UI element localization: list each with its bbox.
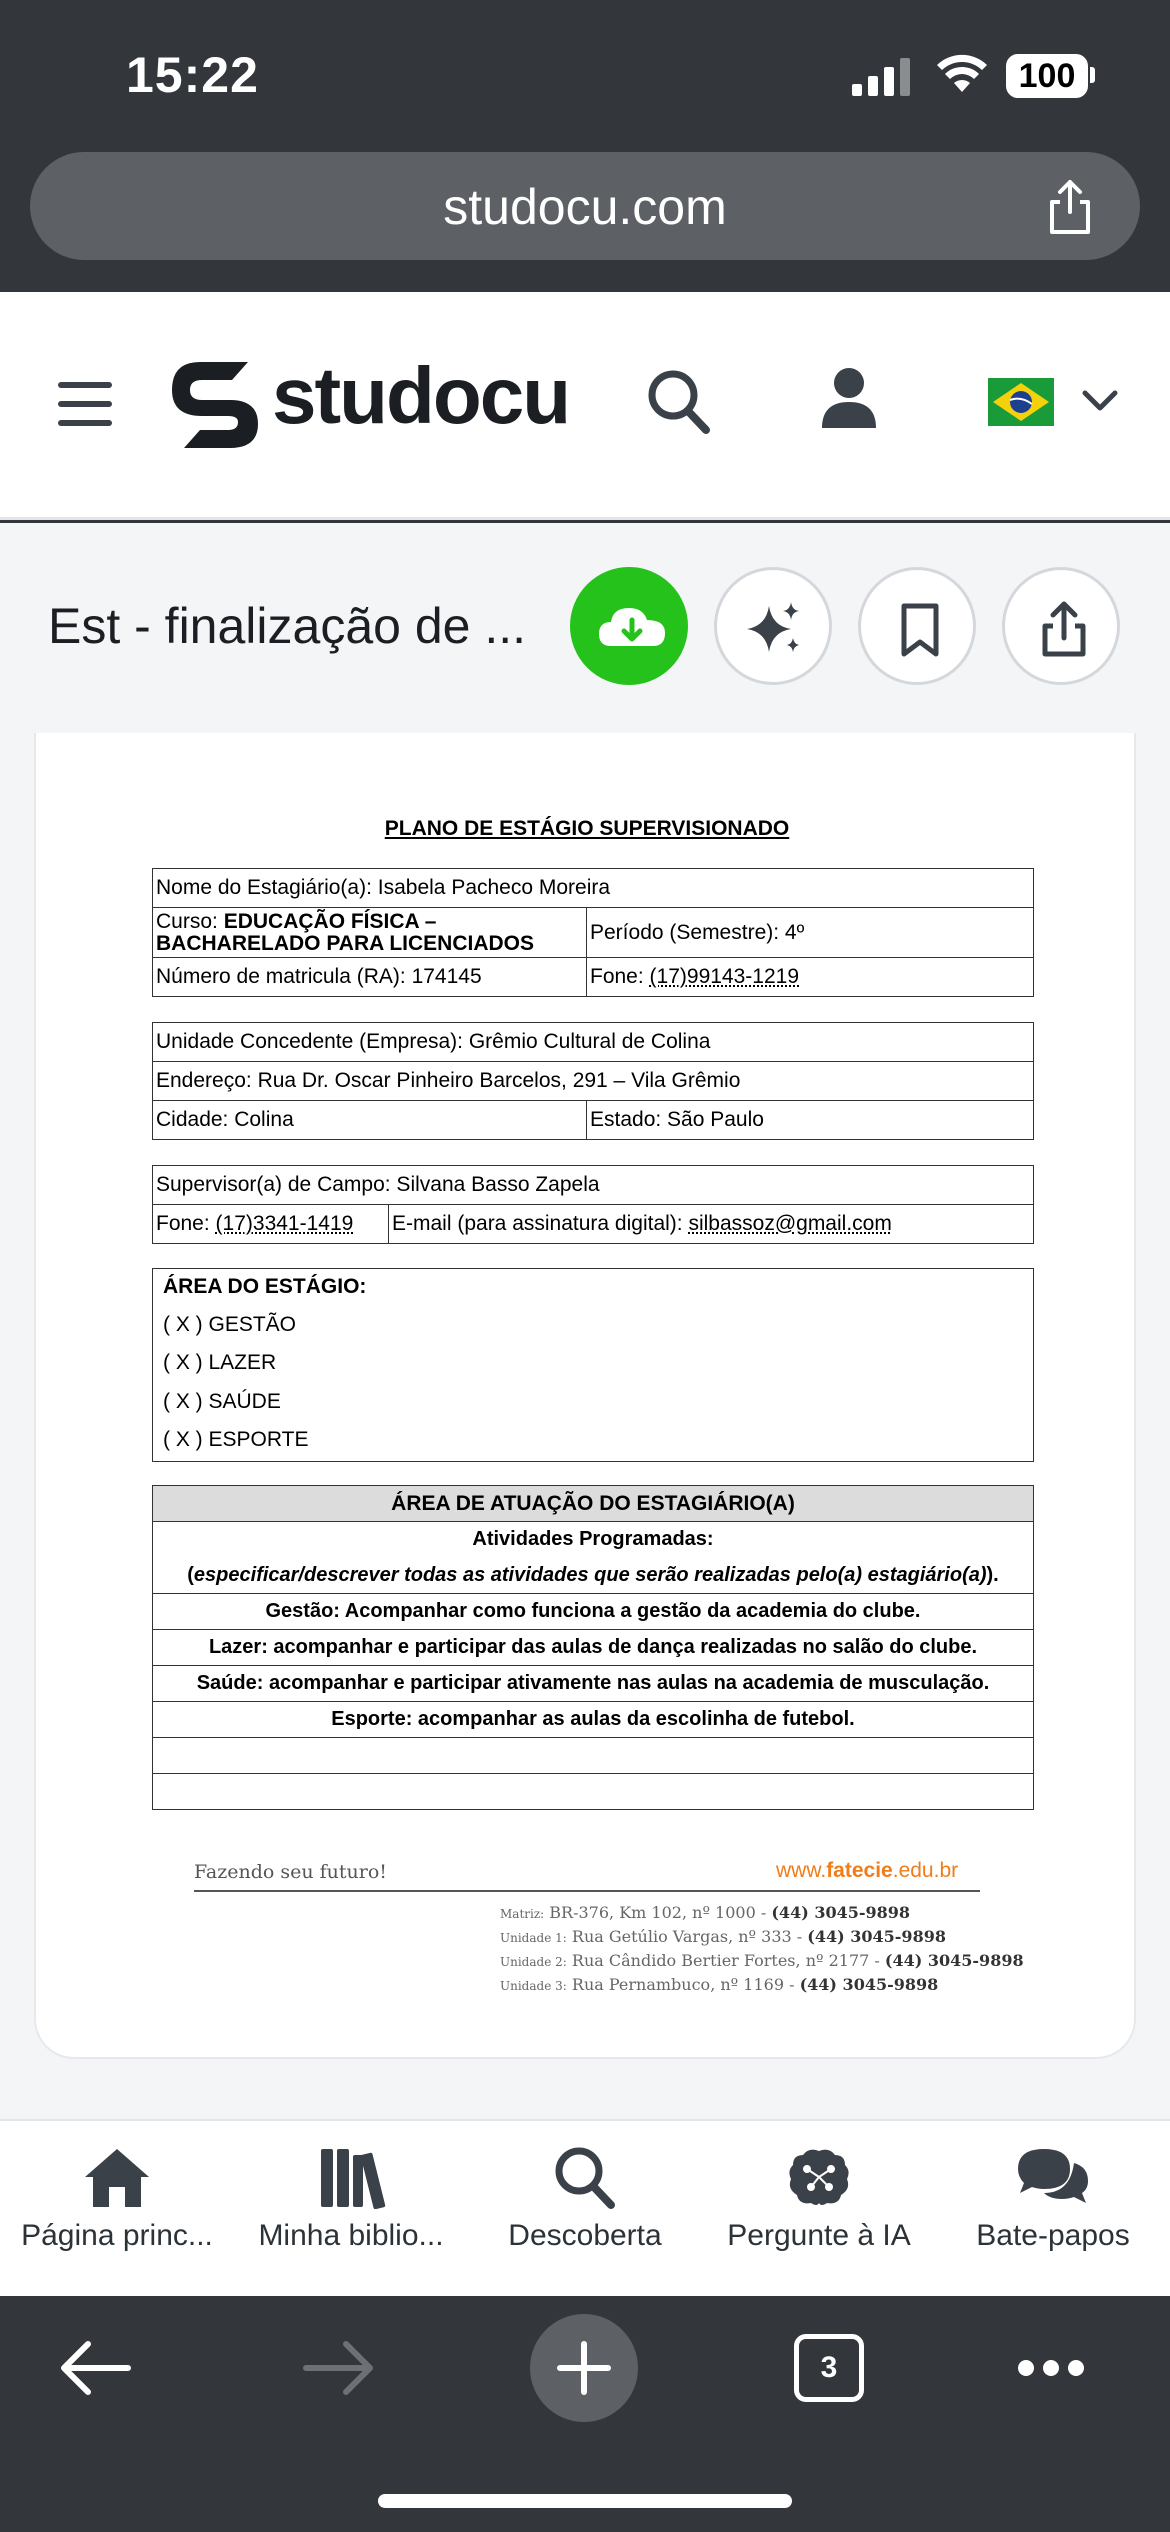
address-text: Rua Getúlio Vargas, nº 333 - — [571, 1927, 808, 1946]
home-icon — [81, 2145, 153, 2209]
company-city: Cidade: Colina — [153, 1101, 587, 1140]
bottom-navigation — [0, 2119, 1170, 2296]
footer-address — [500, 1927, 946, 1946]
back-arrow-icon[interactable] — [58, 2338, 132, 2398]
internship-area-box — [152, 1268, 1034, 1462]
address-text: BR-376, Km 102, nº 1000 - — [549, 1903, 772, 1922]
share-icon[interactable] — [1040, 176, 1100, 236]
hamburger-menu-icon[interactable] — [58, 380, 112, 428]
activities-instruction — [153, 1558, 1034, 1594]
footer-website — [776, 1859, 958, 1883]
area-title: ÁREA DO ESTÁGIO: — [163, 1275, 367, 1298]
address-label: Matriz: — [500, 1907, 545, 1921]
company-unit: Unidade Concedente (Empresa): Grêmio Cultural de Colina — [153, 1023, 1034, 1062]
document-heading: PLANO DE ESTÁGIO SUPERVISIONADO — [384, 817, 790, 840]
signal-icon — [852, 58, 912, 96]
student-ra: Número de matricula (RA): 174145 — [153, 958, 587, 997]
supervisor-phone — [153, 1205, 389, 1244]
wifi-icon — [936, 54, 988, 94]
library-icon — [315, 2145, 387, 2209]
footer-site-prefix: www. — [776, 1859, 827, 1882]
forward-arrow-icon[interactable] — [302, 2338, 376, 2398]
activities-table — [152, 1485, 1034, 1810]
address-text: Rua Cândido Bertier Fortes, nº 2177 - — [571, 1951, 885, 1970]
brain-icon — [783, 2145, 855, 2209]
bookmark-icon — [861, 570, 979, 688]
supervisor-name: Supervisor(a) de Campo: Silvana Basso Zapela — [153, 1166, 1034, 1205]
activities-header: ÁREA DE ATUAÇÃO DO ESTAGIÁRIO(A) — [153, 1486, 1034, 1522]
supervisor-info-table — [152, 1165, 1034, 1244]
student-phone-label: Fone: — [590, 965, 650, 988]
activity-row: Esporte: acompanhar as aulas da escolinha de futebol. — [153, 1702, 1034, 1738]
download-button[interactable] — [570, 567, 688, 685]
more-options-icon[interactable] — [1016, 2358, 1086, 2378]
document-viewer[interactable] — [0, 733, 1170, 2119]
chat-icon — [1014, 2145, 1092, 2209]
activity-row: Gestão: Acompanhar como funciona a gestão da academia do clube. — [153, 1594, 1034, 1630]
plus-icon — [556, 2340, 612, 2396]
document-page — [34, 733, 1136, 2059]
nav-home[interactable] — [0, 2145, 234, 2253]
battery-icon: 100 — [1006, 54, 1088, 98]
battery-tip — [1090, 67, 1095, 83]
address-text: Rua Pernambuco, nº 1169 - — [571, 1975, 800, 1994]
nav-discover-label: Descoberta — [508, 2219, 662, 2252]
address-phone: (44) 3045-9898 — [771, 1903, 911, 1922]
cloud-download-icon — [573, 570, 691, 688]
user-account-icon[interactable] — [820, 366, 878, 430]
area-item-gestao: ( X ) GESTÃO — [163, 1313, 297, 1336]
course-value-line2: BACHARELADO PARA LICENCIADOS — [156, 931, 534, 955]
nav-chats-label: Bate-papos — [976, 2219, 1130, 2252]
browser-toolbar — [0, 2296, 1170, 2532]
status-bar — [0, 0, 1170, 150]
nav-library[interactable] — [234, 2145, 468, 2253]
new-tab-button[interactable] — [530, 2314, 638, 2422]
footer-site-brand: fatecie — [826, 1859, 893, 1882]
student-phone — [587, 958, 1034, 997]
search-icon[interactable] — [646, 368, 712, 436]
student-name: Nome do Estagiário(a): Isabela Pacheco Moreira — [153, 869, 1034, 908]
bookmark-button[interactable] — [858, 567, 976, 685]
activity-row: Lazer: acompanhar e participar das aulas de dança realizadas no salão do clube. — [153, 1630, 1034, 1666]
nav-library-label: Minha biblio... — [258, 2219, 444, 2252]
activity-row-empty — [153, 1774, 1034, 1810]
footer-address — [500, 1975, 938, 1994]
tabs-count-button[interactable]: 3 — [794, 2334, 864, 2402]
instruction-text: especificar/descrever todas as atividades que serão realizadas pelo(a) estagiário(a) — [193, 1563, 987, 1586]
supervisor-email — [389, 1205, 1034, 1244]
footer-site-suffix: .edu.br — [892, 1859, 959, 1882]
nav-ask-ai-label: Pergunte à IA — [727, 2219, 911, 2252]
share-button[interactable] — [1002, 567, 1120, 685]
activity-row: Saúde: acompanhar e participar ativamente nas aulas na academia de musculação. — [153, 1666, 1034, 1702]
footer-slogan: Fazendo seu futuro! — [194, 1861, 387, 1883]
period: Período (Semestre): 4º — [587, 908, 1034, 958]
chevron-down-icon[interactable] — [1082, 390, 1118, 412]
ai-assistant-button[interactable] — [714, 567, 832, 685]
address-label: Unidade 3: — [500, 1979, 567, 1993]
company-state: Estado: São Paulo — [587, 1101, 1034, 1140]
area-item-lazer: ( X ) LAZER — [163, 1351, 277, 1374]
address-phone: (44) 3045-9898 — [799, 1975, 939, 1994]
course-cell — [153, 908, 587, 958]
instruction-open: ( — [187, 1563, 194, 1586]
student-phone-value: (17)99143-1219 — [649, 965, 799, 988]
footer-address — [500, 1951, 1024, 1970]
nav-chats[interactable] — [936, 2145, 1170, 2253]
studocu-logo-icon[interactable] — [170, 358, 262, 450]
instruction-close: ). — [986, 1563, 999, 1586]
course-value-line1: EDUCAÇÃO FÍSICA – — [223, 909, 437, 933]
area-item-esporte: ( X ) ESPORTE — [163, 1428, 309, 1451]
address-phone: (44) 3045-9898 — [884, 1951, 1024, 1970]
address-label: Unidade 2: — [500, 1955, 567, 1969]
supervisor-phone-value: (17)3341-1419 — [215, 1212, 354, 1235]
course-label: Curso: — [156, 909, 224, 933]
url-text[interactable]: studocu.com — [443, 179, 727, 235]
company-info-table — [152, 1022, 1034, 1140]
clock: 15:22 — [126, 47, 259, 103]
sparkles-icon — [717, 570, 835, 688]
company-address: Endereço: Rua Dr. Oscar Pinheiro Barcelos, 291 – Vila Grêmio — [153, 1062, 1034, 1101]
site-header — [0, 292, 1170, 520]
nav-discover[interactable] — [468, 2145, 702, 2253]
address-label: Unidade 1: — [500, 1931, 567, 1945]
share-icon — [1005, 570, 1123, 688]
nav-ask-ai[interactable] — [702, 2145, 936, 2253]
activity-row-empty — [153, 1738, 1034, 1774]
supervisor-email-value: silbassoz@gmail.com — [688, 1212, 892, 1235]
footer-divider — [194, 1890, 980, 1892]
supervisor-phone-label: Fone: — [156, 1212, 216, 1235]
search-icon — [549, 2145, 621, 2209]
document-title: Est - finalização de ... — [48, 598, 527, 654]
area-item-saude: ( X ) SAÚDE — [163, 1390, 281, 1413]
supervisor-email-label: E-mail (para assinatura digital): — [392, 1212, 689, 1235]
footer-address — [500, 1903, 910, 1922]
nav-home-label: Página princ... — [21, 2219, 213, 2252]
brazil-flag-icon[interactable] — [988, 378, 1054, 426]
activities-subheader: Atividades Programadas: — [153, 1522, 1034, 1558]
student-info-table — [152, 868, 1034, 997]
document-toolbar — [0, 523, 1170, 733]
address-phone: (44) 3045-9898 — [807, 1927, 946, 1946]
url-bar[interactable] — [30, 152, 1140, 260]
home-indicator — [378, 2494, 792, 2508]
studocu-logo-text[interactable]: studocu — [272, 351, 570, 440]
